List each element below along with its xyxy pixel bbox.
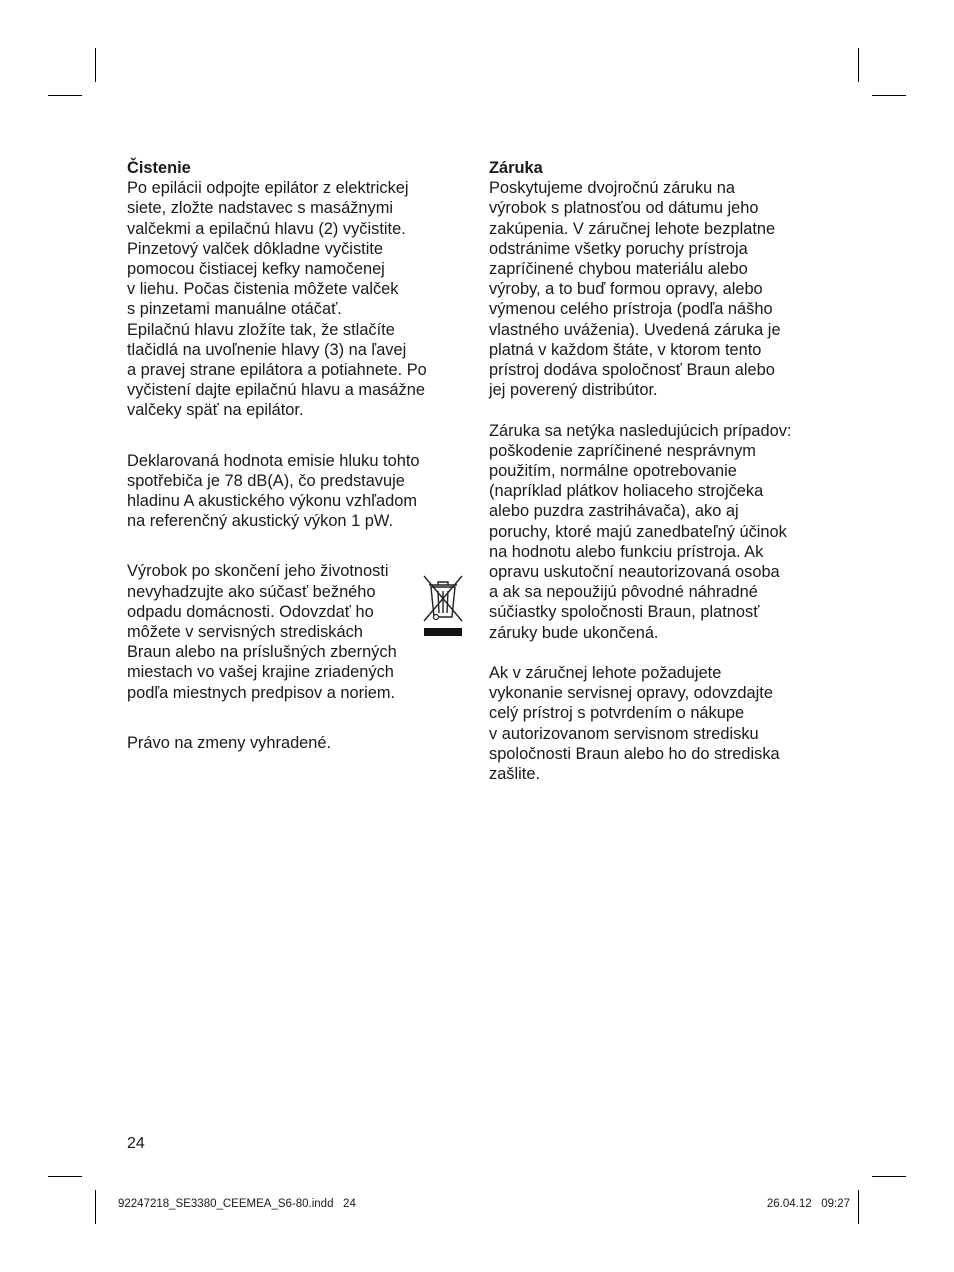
cleaning-line: a pravej strane epilátora a potiahnete. Po bbox=[127, 361, 427, 380]
warranty-section bbox=[489, 158, 834, 400]
exclusions-line: (napríklad plátkov holiaceho strojčeka bbox=[489, 482, 764, 501]
exclusions-line: opravu uskutoční neautorizovaná osoba bbox=[489, 563, 780, 582]
cleaning-line: v liehu. Počas čistenia môžete valček bbox=[127, 280, 399, 299]
crop-mark bbox=[48, 1176, 82, 1177]
cleaning-line: valčeky späť na epilátor. bbox=[127, 401, 304, 420]
noise-section bbox=[127, 451, 462, 532]
warranty-line: odstránime všetky poruchy prístroja bbox=[489, 239, 748, 258]
cleaning-line: Epilačnú hlavu zložíte tak, že stlačíte bbox=[127, 320, 395, 339]
exclusions-line: na hodnotu alebo funkciu prístroja. Ak bbox=[489, 542, 764, 561]
noise-line: Deklarovaná hodnota emisie hluku tohto bbox=[127, 451, 420, 470]
service-line: spoločnosti Braun alebo ho do strediska bbox=[489, 744, 780, 763]
disposal-section bbox=[127, 561, 462, 702]
cleaning-line: siete, zložte nadstavec s masážnymi bbox=[127, 199, 394, 218]
page-number: 24 bbox=[127, 1135, 145, 1152]
noise-line: na referenčný akustický výkon 1 pW. bbox=[127, 512, 394, 531]
crop-mark bbox=[872, 95, 906, 96]
warranty-line: výroby, a to buď formou opravy, alebo bbox=[489, 280, 763, 299]
cleaning-line: s pinzetami manuálne otáčať. bbox=[127, 300, 342, 319]
footer-file-info: 92247218_SE3380_CEEMEA_S6-80.indd 24 bbox=[118, 1198, 356, 1210]
crop-mark bbox=[872, 1176, 906, 1177]
disposal-line: Výrobok po skončení jeho životnosti bbox=[127, 562, 389, 581]
service-section bbox=[489, 663, 834, 784]
footer-date-time: 26.04.12 09:27 bbox=[766, 1198, 850, 1210]
warranty-line: zapríčinené chybou materiálu alebo bbox=[489, 260, 748, 279]
left-column bbox=[127, 158, 462, 753]
cleaning-line: tlačidlá na uvoľnenie hlavy (3) na ľavej bbox=[127, 340, 407, 359]
exclusions-line: a ak sa nepoužijú pôvodné náhradné bbox=[489, 583, 758, 602]
service-line: vykonanie servisnej opravy, odovzdajte bbox=[489, 684, 773, 703]
exclusions-line: poškodenie zapríčinené nesprávnym bbox=[489, 441, 756, 460]
warranty-line: Poskytujeme dvojročnú záruku na bbox=[489, 179, 735, 198]
warranty-heading: Záruka bbox=[489, 159, 543, 177]
crop-mark bbox=[858, 1190, 859, 1224]
warranty-line: prístroj dodáva spoločnosť Braun alebo bbox=[489, 361, 775, 380]
exclusions-line: použitím, normálne opotrebovanie bbox=[489, 462, 737, 481]
rights-reserved-note: Právo na zmeny vyhradené. bbox=[127, 733, 332, 752]
noise-line: hladinu A akustického výkonu vzhľadom bbox=[127, 492, 417, 511]
service-line: celý prístroj s potvrdením o nákupe bbox=[489, 704, 745, 723]
cleaning-heading: Čistenie bbox=[127, 159, 191, 177]
exclusions-section bbox=[489, 421, 834, 643]
exclusions-line: poruchy, ktoré majú zanedbateľný účinok bbox=[489, 522, 787, 541]
cleaning-line: vyčistení dajte epilačnú hlavu a masážne bbox=[127, 381, 425, 400]
weee-crossed-bin-icon bbox=[422, 573, 464, 637]
exclusions-line: alebo puzdra zastrihávača), ako aj bbox=[489, 502, 739, 521]
cleaning-line: valčekmi a epilačnú hlavu (2) vyčistite. bbox=[127, 219, 406, 238]
cleaning-line: pomocou čistiacej kefky namočenej bbox=[127, 260, 385, 279]
warranty-line: výmenou celého prístroja (podľa nášho bbox=[489, 300, 773, 319]
service-line: v autorizovanom servisnom stredisku bbox=[489, 724, 759, 743]
crop-mark bbox=[48, 95, 82, 96]
right-column bbox=[489, 158, 834, 784]
disposal-line: nevyhadzujte ako súčasť bežného bbox=[127, 582, 376, 601]
disposal-line: miestach vo vašej krajine zriadených bbox=[127, 663, 394, 682]
crop-mark bbox=[95, 48, 96, 82]
disposal-line: podľa miestnych predpisov a noriem. bbox=[127, 683, 396, 702]
warranty-line: jej poverený distribútor. bbox=[489, 381, 658, 400]
cleaning-section bbox=[127, 158, 462, 421]
exclusions-line: Záruka sa netýka nasledujúcich prípadov: bbox=[489, 421, 792, 440]
warranty-line: zakúpenia. V záručnej lehote bezplatne bbox=[489, 219, 776, 238]
disposal-line: odpadu domácnosti. Odovzdať ho bbox=[127, 602, 374, 621]
service-line: zašlite. bbox=[489, 765, 541, 784]
exclusions-line: súčiastky spoločnosti Braun, platnosť bbox=[489, 603, 760, 622]
warranty-line: výrobok s platnosťou od dátumu jeho bbox=[489, 199, 759, 218]
disposal-line: môžete v servisných strediskách bbox=[127, 623, 363, 642]
warranty-line: platná v každom štáte, v ktorom tento bbox=[489, 340, 762, 359]
cleaning-line: Po epilácii odpojte epilátor z elektrickej bbox=[127, 179, 409, 198]
cleaning-line: Pinzetový valček dôkladne vyčistite bbox=[127, 239, 383, 258]
crop-mark bbox=[95, 1190, 96, 1224]
crop-mark bbox=[858, 48, 859, 82]
disposal-line: Braun alebo na príslušných zberných bbox=[127, 643, 397, 662]
service-line: Ak v záručnej lehote požadujete bbox=[489, 664, 722, 683]
noise-line: spotřebiča je 78 dB(A), čo predstavuje bbox=[127, 471, 405, 490]
exclusions-line: záruky bude ukončená. bbox=[489, 623, 659, 642]
warranty-line: vlastného uváženia). Uvedená záruka je bbox=[489, 320, 781, 339]
